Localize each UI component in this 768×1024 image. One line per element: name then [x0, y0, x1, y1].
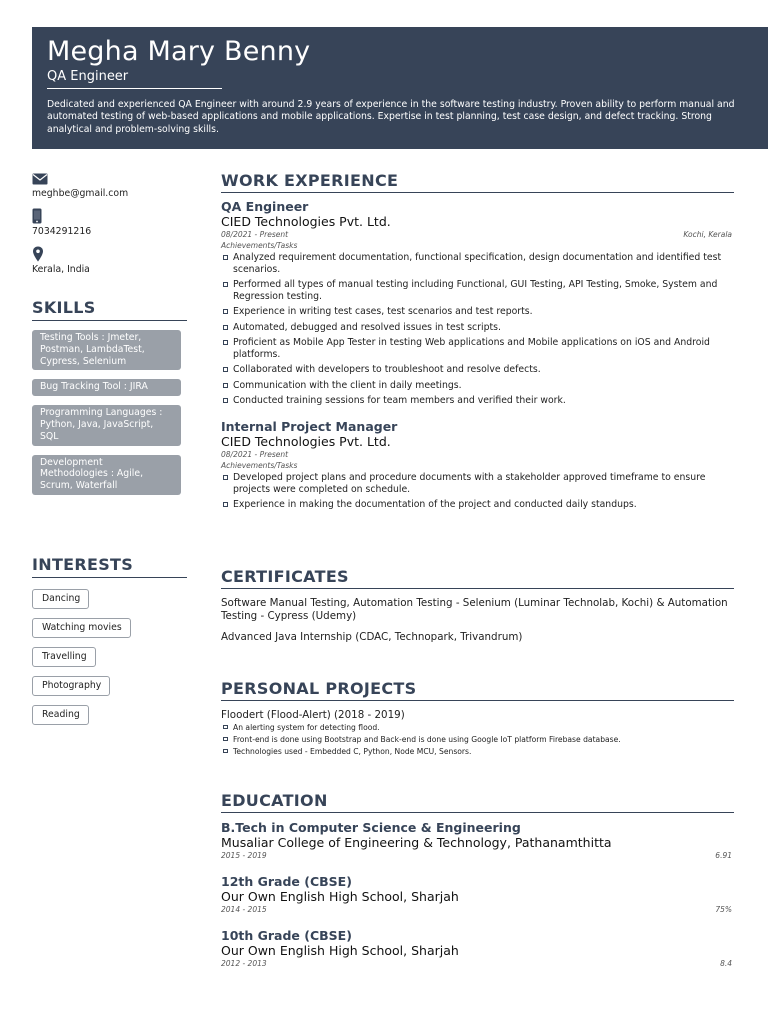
education-section [221, 791, 734, 969]
bullet-square-icon [223, 340, 228, 345]
job-meta [221, 449, 734, 460]
task-text: Communication with the client in daily meetings. [233, 379, 462, 391]
bullet-square-icon [223, 309, 228, 314]
bullet-square-icon [223, 475, 228, 480]
profile-summary: Dedicated and experienced QA Engineer with around 2.9 years of experience in the software testing industry. Proven ability to perform manual and automated testing of web-based applications and mobile applications. Expertise in test planning, test case design, and defect tracking. Strong analytical and problem-solving skills. [47, 99, 735, 135]
education-meta [221, 904, 734, 915]
education-heading: EDUCATION [221, 791, 734, 813]
location-pin-icon [32, 246, 187, 262]
candidate-role: QA Engineer [47, 69, 129, 84]
education-meta [221, 850, 734, 861]
education-meta [221, 958, 734, 969]
interests-heading: INTERESTS [32, 555, 187, 578]
task-list [221, 252, 734, 407]
job-dates: 08/2021 - Present [221, 449, 289, 459]
projects-heading: PERSONAL PROJECTS [221, 679, 734, 701]
list-item [221, 364, 734, 376]
list-item [221, 380, 734, 392]
role-underline [47, 88, 222, 89]
list-item [221, 306, 734, 318]
contact-section [32, 170, 187, 283]
tasks-label: Achievements/Tasks [221, 460, 298, 470]
envelope-icon [32, 170, 187, 186]
job-location: Kochi, Kerala [683, 230, 732, 239]
interests-section [32, 555, 187, 725]
contact-location [32, 246, 187, 276]
email-text[interactable]: meghbe@gmail.com [32, 188, 129, 199]
task-text: Collaborated with developers to troubleshoot and resolve defects. [233, 364, 541, 376]
location-text: Kerala, India [32, 264, 90, 275]
task-text: Experience in making the documentation of the project and conducted daily standups. [233, 499, 637, 511]
task-text: Experience in writing test cases, test scenarios and test reports. [233, 306, 533, 318]
education-dates: 2014 - 2015 [221, 905, 267, 914]
phone-text[interactable]: 7034291216 [32, 226, 92, 237]
skills-heading: SKILLS [32, 298, 187, 321]
list-item [221, 472, 734, 496]
bullet-square-icon [223, 398, 228, 403]
skill-item: Bug Tracking Tool : JIRA [32, 379, 181, 396]
education-dates: 2015 - 2019 [221, 851, 267, 860]
interest-tag: Photography [32, 676, 110, 696]
bullet-square-icon [223, 383, 228, 388]
list-item [221, 395, 734, 407]
school-name: Our Own English High School, Sharjah [221, 889, 459, 904]
education-grade: 6.91 [715, 851, 732, 860]
list-item [221, 322, 734, 334]
skill-item: Programming Languages : Python, Java, JavaScript, SQL [32, 405, 181, 445]
work-experience-section [221, 171, 734, 515]
job-entry [221, 419, 734, 511]
bullet-square-icon [223, 282, 228, 287]
education-entry [221, 874, 734, 915]
phone-icon [32, 208, 187, 224]
job-title: Internal Project Manager [221, 418, 398, 434]
education-entry [221, 820, 734, 861]
interest-tag: Watching movies [32, 618, 131, 638]
degree-title: 10th Grade (CBSE) [221, 928, 352, 943]
certificate-item: Software Manual Testing, Automation Testing - Selenium (Luminar Technolab, Kochi) & Automation Testing - Cypress (Udemy) [221, 597, 728, 622]
task-text: Conducted training sessions for team members and verified their work. [233, 395, 566, 407]
list-item [221, 746, 734, 758]
skill-item: Testing Tools : Jmeter, Postman, LambdaTest, Cypress, Selenium [32, 330, 181, 370]
tasks-label: Achievements/Tasks [221, 241, 298, 250]
skill-item: Development Methodologies : Agile, Scrum, Waterfall [32, 455, 181, 495]
task-list [221, 472, 734, 511]
list-item [221, 337, 734, 361]
job-title: QA Engineer [221, 199, 309, 214]
list-item [221, 279, 734, 303]
bullet-square-icon [223, 325, 228, 330]
certificates-section [221, 567, 734, 644]
certificate-item: Advanced Java Internship (CDAC, Technopark, Trivandrum) [221, 631, 523, 643]
bullet-square-icon [223, 255, 228, 260]
task-text: Developed project plans and procedure documents with a stakeholder approved timeframe to ensure projects were completed on schedule. [233, 471, 706, 495]
list-item [221, 252, 734, 276]
certificates-heading: CERTIFICATES [221, 567, 734, 589]
project-point: Technologies used - Embedded C, Python, Node MCU, Sensors. [233, 746, 472, 756]
bullet-square-icon [223, 749, 228, 754]
project-point: An alerting system for detecting flood. [233, 722, 380, 732]
contact-email[interactable] [32, 170, 187, 200]
school-name: Musaliar College of Engineering & Technology, Pathanamthitta [221, 835, 612, 850]
degree-title: 12th Grade (CBSE) [221, 874, 352, 889]
bullet-square-icon [223, 737, 228, 742]
interest-tag: Travelling [32, 647, 96, 667]
bullet-square-icon [223, 502, 228, 507]
job-dates: 08/2021 - Present [221, 230, 289, 239]
education-grade: 75% [715, 905, 732, 914]
resume-header [32, 27, 768, 149]
interest-tag: Reading [32, 705, 89, 725]
job-meta [221, 229, 734, 240]
list-item [221, 734, 734, 746]
candidate-name: Megha Mary Benny [47, 36, 311, 67]
bullet-square-icon [223, 367, 228, 372]
project-points [221, 722, 734, 758]
list-item [221, 499, 734, 511]
interest-tag: Dancing [32, 589, 89, 609]
projects-section [221, 679, 734, 758]
job-company: CIED Technologies Pvt. Ltd. [221, 214, 391, 229]
project-title: Floodert (Flood-Alert) (2018 - 2019) [221, 709, 405, 721]
degree-title: B.Tech in Computer Science & Engineering [221, 820, 521, 835]
education-grade: 8.4 [720, 959, 732, 968]
job-company: CIED Technologies Pvt. Ltd. [221, 433, 391, 449]
education-entry [221, 928, 734, 969]
task-text: Automated, debugged and resolved issues in test scripts. [233, 321, 501, 333]
task-text: Performed all types of manual testing including Functional, GUI Testing, API Testing, Smoke, System and Regression testing. [233, 279, 718, 302]
task-text: Analyzed requirement documentation, functional specification, design documentation and identified test scenarios. [233, 252, 722, 275]
job-entry [221, 199, 734, 407]
project-point: Front-end is done using Bootstrap and Back-end is done using Google IoT platform Firebase database. [233, 734, 621, 744]
task-text: Proficient as Mobile App Tester in testing Web applications and Mobile applications on iOS and Android platforms. [233, 337, 710, 360]
school-name: Our Own English High School, Sharjah [221, 943, 459, 958]
bullet-square-icon [223, 725, 228, 730]
contact-phone[interactable] [32, 208, 187, 238]
list-item [221, 722, 734, 734]
work-heading: WORK EXPERIENCE [221, 171, 734, 193]
education-dates: 2012 - 2013 [221, 959, 267, 968]
skills-section [32, 298, 187, 495]
